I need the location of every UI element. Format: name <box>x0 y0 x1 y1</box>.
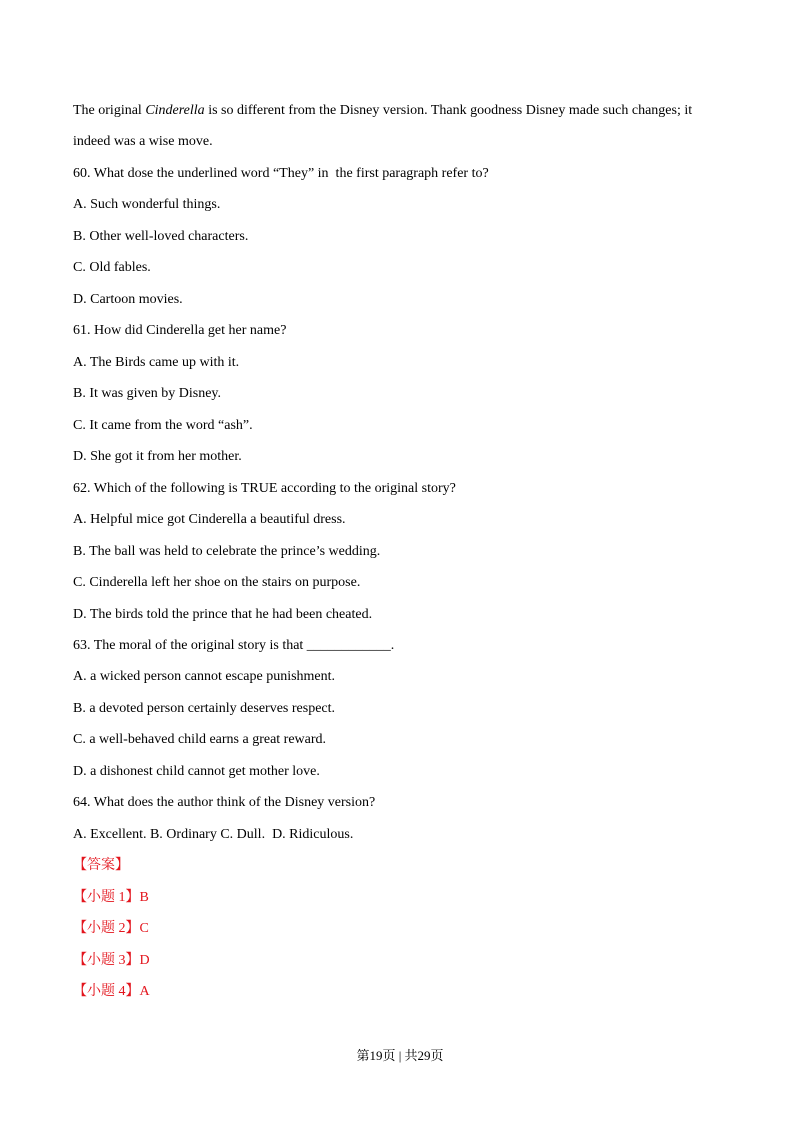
option-62-d: D. The birds told the prince that he had been cheated. <box>73 606 373 622</box>
question-stem-61: 61. How did Cinderella get her name? <box>73 323 287 339</box>
option-61-c: C. It came from the word “ash”. <box>73 417 253 433</box>
answer-item-4: 【小题 4】A <box>73 984 150 1000</box>
passage-line-2: indeed was a wise move. <box>73 134 213 150</box>
answer-item-1: 【小题 1】B <box>73 889 149 905</box>
option-61-d: D. She got it from her mother. <box>73 449 242 465</box>
passage-text: is so different from the Disney version. Thank goodness Disney made such changes; it <box>204 103 693 118</box>
question-stem-63: 63. The moral of the original story is that ____________. <box>73 637 395 653</box>
answer-heading: 【答案】 <box>73 858 129 874</box>
option-63-a: A. a wicked person cannot escape punishment. <box>73 669 336 685</box>
option-63-d: D. a dishonest child cannot get mother love. <box>73 763 320 779</box>
answer-item-3: 【小题 3】D <box>73 952 150 968</box>
option-61-b: B. It was given by Disney. <box>73 386 222 402</box>
option-60-b: B. Other well-loved characters. <box>73 228 249 244</box>
option-62-b: B. The ball was held to celebrate the prince’s wedding. <box>73 543 381 559</box>
page-footer: 第19页 | 共29页 <box>356 1048 444 1063</box>
question-stem-60: 60. What dose the underlined word “They” in the first paragraph refer to? <box>73 165 489 181</box>
passage-line-1 <box>73 95 773 126</box>
option-60-c: C. Old fables. <box>73 260 151 276</box>
options-64-inline: A. Excellent. B. Ordinary C. Dull. D. Ridiculous. <box>73 826 354 842</box>
option-63-b: B. a devoted person certainly deserves respect. <box>73 700 336 716</box>
option-60-d: D. Cartoon movies. <box>73 291 183 307</box>
question-stem-64: 64. What does the author think of the Disney version? <box>73 795 376 811</box>
answer-item-2: 【小题 2】C <box>73 921 149 937</box>
question-stem-62: 62. Which of the following is TRUE according to the original story? <box>73 480 456 496</box>
passage-text: The original <box>73 103 146 118</box>
document-body <box>73 95 773 1008</box>
option-62-c: C. Cinderella left her shoe on the stairs on purpose. <box>73 575 361 591</box>
story-title-italic: Cinderella <box>145 103 205 118</box>
option-62-a: A. Helpful mice got Cinderella a beautiful dress. <box>73 512 346 528</box>
option-60-a: A. Such wonderful things. <box>73 197 221 213</box>
option-61-a: A. The Birds came up with it. <box>73 354 240 370</box>
option-63-c: C. a well-behaved child earns a great reward. <box>73 732 327 748</box>
